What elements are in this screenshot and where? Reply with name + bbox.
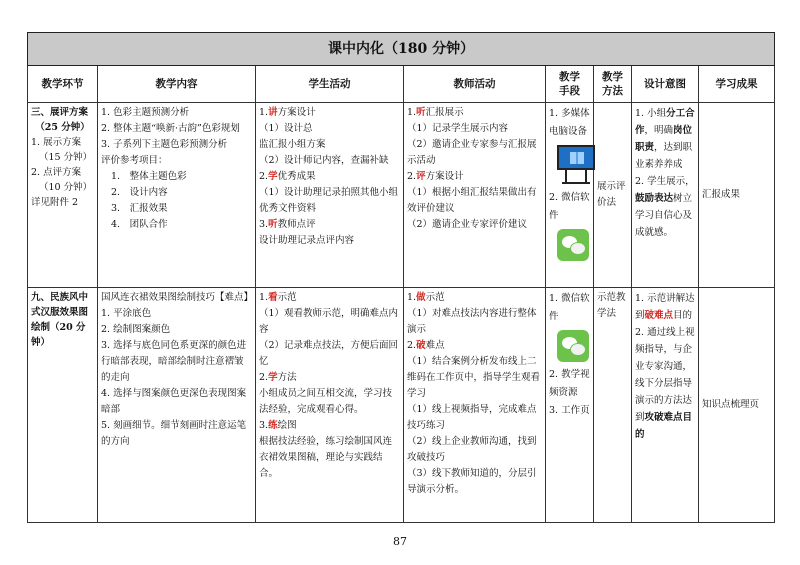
content-cell: 国风连衣裙效果图绘制技巧【难点】 1. 平涂底色 2. 绘制图案颜色 3. 选择与底色同色系更深的颜色进行暗部表现，暗部绘制时注意褶皱的走向 4. 选择与图案颜色更深色表现图案暗部 5. 刻画细节。细节刻画时注意运笔的方向 (98, 288, 256, 523)
intent-cell: 1. 示范讲解达到破难点目的 2. 通过线上视频指导，与企业专家沟通，线下分层指导演示的方法达到攻破难点目的 (632, 288, 699, 523)
stage-cell: 九、民族风中式汉服效果图绘制（20 分钟） (28, 288, 98, 523)
student-activity-cell: 1.看示范 （1）观看教师示范，明确难点内容 （2）记录难点技法，方便后面回忆 2.学方法 小组成员之间互相交流，学习技法经验，完成观看心得。 3.练绘图 根据技法经验，练习绘制国风连衣裙效果图稿，理论与实践结合。 (256, 288, 404, 523)
header-outcome: 学习成果 (699, 66, 775, 103)
teacher-activity-cell: 1.听汇报展示 （1）记录学生展示内容 （2）邀请企业专家参与汇报展示活动 2.评方案设计 （1）根据小组汇报结果做出有效评价建议 （2）邀请企业专家评价建议 (404, 103, 546, 288)
header-student: 学生活动 (256, 66, 404, 103)
wechat-icon (557, 330, 589, 362)
lesson-plan-table (27, 32, 775, 523)
stage-cell: 三、展评方案 （25 分钟） 1. 展示方案 （15 分钟） 2. 点评方案 （10 分钟） 详见附件 2 (28, 103, 98, 288)
means-cell: 1. 多媒体电脑设备 2. 微信软件 (546, 103, 594, 288)
header-content: 教学内容 (98, 66, 256, 103)
method-cell: 示范教学法 (594, 288, 632, 523)
header-means: 教学 手段 (546, 66, 594, 103)
table-row (28, 288, 775, 523)
intent-cell: 1. 小组分工合作，明确岗位职责，达到职业素养养成 2. 学生展示，鼓励表达树立学习自信心及成就感。 (632, 103, 699, 288)
table-title: 课中内化（180 分钟） (28, 33, 775, 66)
header-teacher: 教师活动 (404, 66, 546, 103)
outcome-cell: 知识点梳理页 (699, 288, 775, 523)
monitor-icon (557, 145, 595, 185)
content-cell: 1. 色彩主题预测分析 2. 整体主题“唤新·古韵”色彩规划 3. 子系列下主题色彩预测分析 评价参考项目： 1. 整体主题色彩 2. 设计内容 3. 汇报效果 4. 团队合作 (98, 103, 256, 288)
table-row (28, 103, 775, 288)
page-number: 87 (393, 535, 407, 548)
outcome-cell: 汇报成果 (699, 103, 775, 288)
header-intent: 设计意图 (632, 66, 699, 103)
header-method: 教学 方法 (594, 66, 632, 103)
teacher-activity-cell: 1.做示范 （1）对难点技法内容进行整体演示 2.破难点 （1）结合案例分析发布线上二维码在工作页中，指导学生观看学习 （1）线上视频指导，完成难点技巧练习 （2）线上企业教师沟通，找到攻破技巧 （3）线下教师知道的，分层引导演示分析。 (404, 288, 546, 523)
student-activity-cell: 1.讲方案设计 （1）设计总 监汇报小组方案 （2）设计师记内容，查漏补缺 2.学优秀成果 （1）设计助理记录拍照其他小组优秀文件资料 3.听教师点评 设计助理记录点评内容 (256, 103, 404, 288)
header-stage: 教学环节 (28, 66, 98, 103)
wechat-icon (557, 229, 589, 261)
means-cell: 1. 微信软件 2. 教学视频资源 3. 工作页 (546, 288, 594, 523)
method-cell: 展示评价法 (594, 103, 632, 288)
